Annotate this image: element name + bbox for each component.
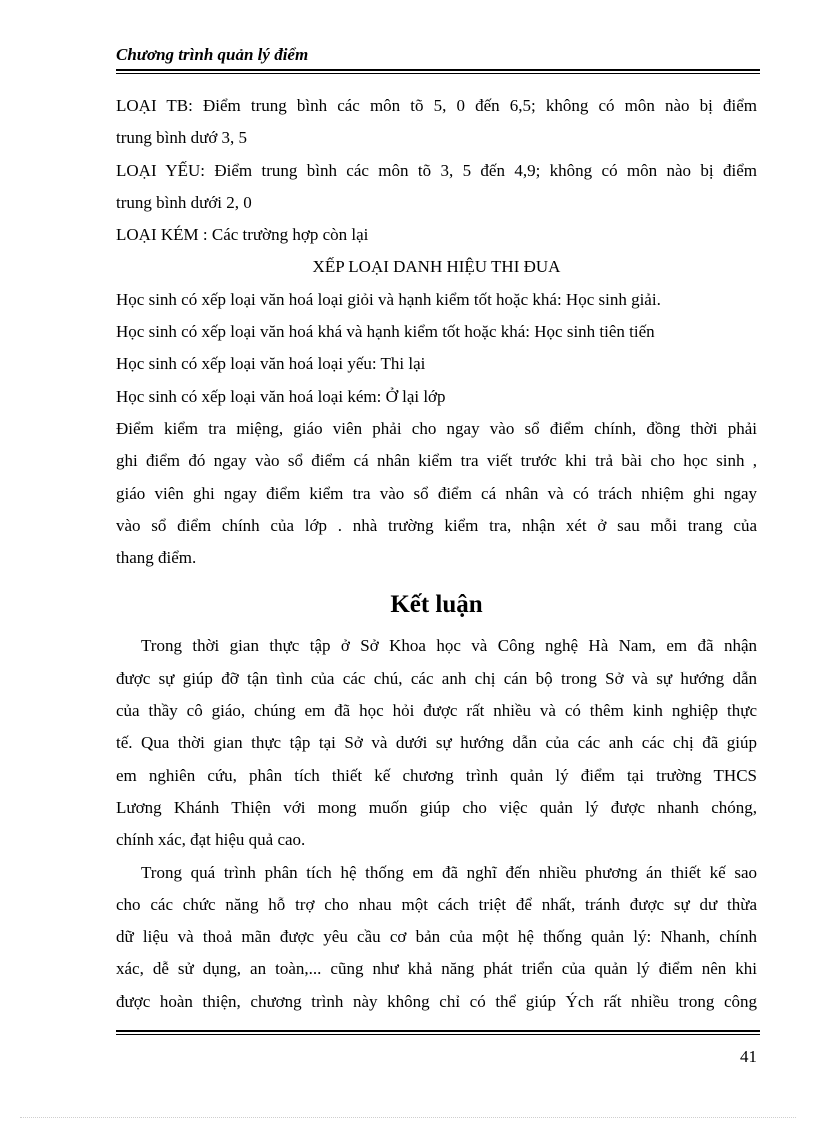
text-line: dữ liệu và thoả mãn được yêu cầu cơ bản của một hệ thống quản lý: Nhanh, chính: [116, 927, 757, 947]
text-line: chính xác, đạt hiệu quả cao.: [116, 830, 306, 850]
conclusion-paragraph-1: [116, 630, 757, 856]
text-line: Trong thời gian thực tập ở Sở Khoa học và Công nghệ Hà Nam, em đã nhận: [141, 636, 757, 656]
text-line: được hoàn thiện, chương trình này không chỉ có thể giúp Ých rất nhiều trong công: [116, 991, 757, 1011]
page-number: 41: [740, 1047, 757, 1066]
page-edge-dots: [20, 1117, 796, 1118]
section-subheading: XẾP LOẠI DANH HIỆU THI ĐUA: [312, 257, 561, 277]
header-rule-thin: [116, 73, 760, 74]
paragraph-hoc-sinh-tien-tien: Học sinh có xếp loại văn hoá khá và hạnh kiểm tốt hoặc khá: Học sinh tiên tiến: [116, 322, 655, 342]
footer-rule-thick: [116, 1030, 760, 1032]
paragraph-loai-tb: [116, 90, 757, 155]
paragraph-diem-kiem-tra: [116, 413, 757, 574]
text-line: LOẠI TB: Điểm trung bình các môn tõ 5, 0 đến 6,5; không có môn nào bị điểm: [116, 96, 757, 115]
page-header-title: Chương trình quản lý điểm: [116, 45, 309, 64]
text-line: tế. Qua thời gian thực tập tại Sở và dưới sự hướng dẫn của các anh các chị đã giúp: [116, 733, 757, 753]
text-line: của thầy cô giáo, chúng em đã học hỏi được rất nhiều và có thêm kinh nghiệp thực: [116, 701, 757, 721]
paragraph-thi-lai: Học sinh có xếp loại văn hoá loại yếu: Thi lại: [116, 354, 426, 374]
paragraph-loai-yeu: [116, 155, 757, 220]
text-line: ghi điểm đó ngay vào sổ điểm cá nhân kiểm tra viết trước khi trả bài cho học sinh ,: [116, 451, 757, 471]
text-line: Điểm kiểm tra miệng, giáo viên phải cho ngay vào sổ điểm chính, đồng thời phải: [116, 418, 757, 438]
text-line: em nghiên cứu, phân tích thiết kế chương trình quản lý điểm tại trường THCS: [116, 765, 757, 785]
text-line: xác, dễ sử dụng, an toàn,... cũng như khả năng phát triển của quản lý điểm nên khi: [116, 959, 757, 979]
footer-rule-thin: [116, 1034, 760, 1035]
conclusion-paragraph-2: [116, 857, 757, 1018]
text-line: thang điểm.: [116, 548, 197, 568]
conclusion-heading: Kết luận: [390, 591, 483, 619]
text-line: Lương Khánh Thiện với mong muốn giúp cho việc quản lý được nhanh chóng,: [116, 797, 757, 817]
paragraph-hoc-sinh-gioi: Học sinh có xếp loại văn hoá loại giỏi và hạnh kiểm tốt hoặc khá: Học sinh giải.: [116, 289, 661, 309]
text-line: cho các chức năng hỗ trợ cho nhau một cách triệt để nhất, tránh được sự dư thừa: [116, 894, 757, 914]
text-line: Trong quá trình phân tích hệ thống em đã nghĩ đến nhiều phương án thiết kế sao: [141, 862, 757, 882]
text-line: trung bình dưới 2, 0: [116, 192, 252, 212]
text-line: LOẠI YẾU: Điểm trung bình các môn tõ 3, 5 đến 4,9; không có môn nào bị điểm: [116, 160, 757, 180]
text-line: vào sổ điểm chính của lớp . nhà trường kiểm tra, nhận xét ở sau mỗi trang của: [116, 515, 757, 535]
paragraph-loai-kem: LOẠI KÉM : Các trường hợp còn lại: [116, 225, 369, 245]
text-line: trung bình dướ 3, 5: [116, 128, 248, 148]
text-line: giáo viên ghi ngay điểm kiểm tra vào sổ điểm cá nhân và có trách nhiệm ghi ngay: [116, 483, 757, 503]
text-line: được sự giúp đỡ tận tình của các chú, các anh chị cán bộ trong Sở và sự hướng dẫn: [116, 668, 757, 688]
document-body: [116, 90, 757, 1018]
header-rule-thick: [116, 69, 760, 71]
paragraph-o-lai-lop: Học sinh có xếp loại văn hoá loại kém: Ở lại lớp: [116, 386, 446, 406]
